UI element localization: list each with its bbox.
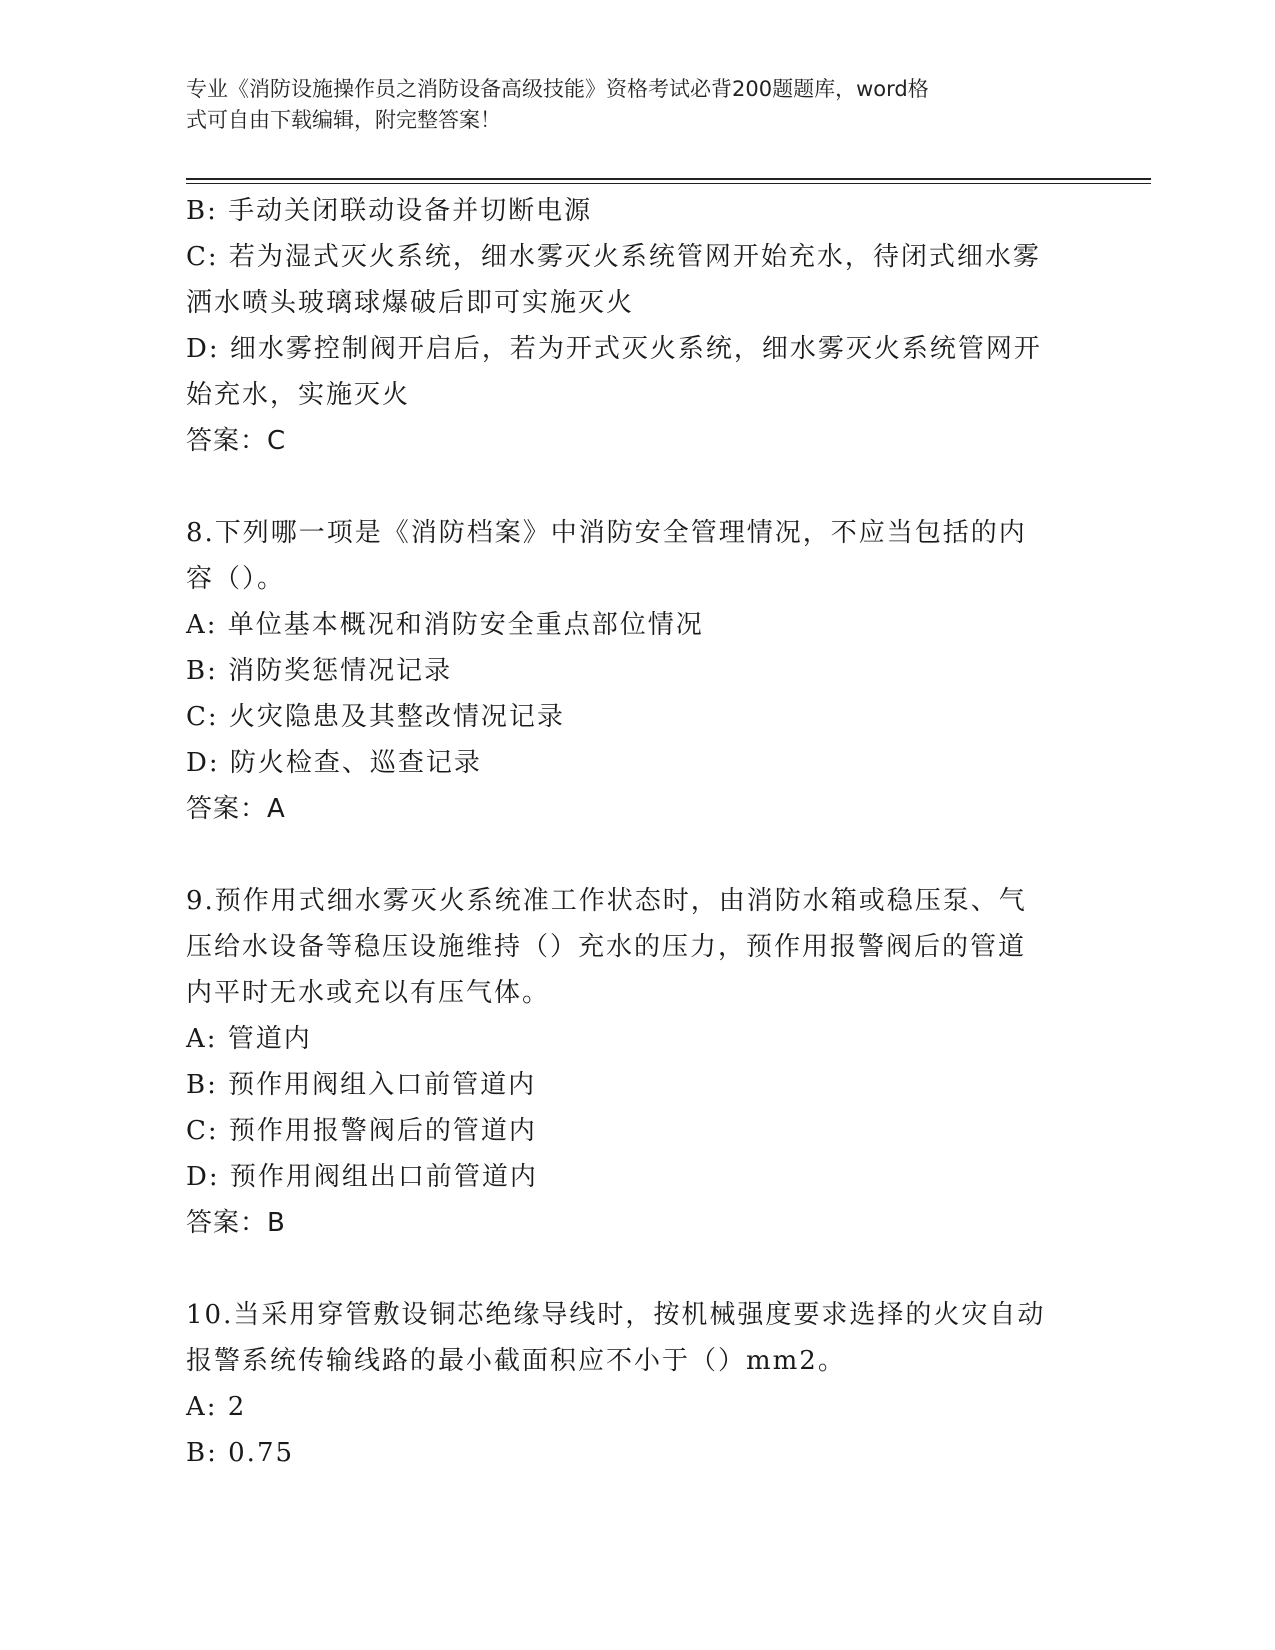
question-stem-line-1: 8.下列哪一项是《消防档案》中消防安全管理情况，不应当包括的内: [186, 518, 1027, 548]
option-b: B: 手动关闭联动设备并切断电源: [186, 196, 593, 226]
answer: 答案：A: [186, 794, 286, 824]
option-b: B: 消防奖惩情况记录: [186, 656, 453, 686]
option-c-line-2: 洒水喷头玻璃球爆破后即可实施灭火: [186, 288, 635, 318]
question-10: [186, 1292, 1066, 1476]
answer: 答案：C: [186, 426, 287, 456]
answer: 答案：B: [186, 1208, 286, 1238]
option-b: B: 预作用阀组入口前管道内: [186, 1070, 537, 1100]
option-c-line-1: C: 若为湿式灭火系统，细水雾灭火系统管网开始充水，待闭式细水雾: [186, 242, 1041, 272]
option-c: C: 预作用报警阀后的管道内: [186, 1116, 537, 1146]
option-c: C: 火灾隐患及其整改情况记录: [186, 702, 565, 732]
question-9: [186, 878, 1066, 1246]
option-d-line-2: 始充水，实施灭火: [186, 380, 411, 410]
question-8: [186, 510, 1066, 832]
question-stem-line-2: 报警系统传输线路的最小截面积应不小于（）mm2。: [186, 1346, 846, 1376]
question-list: [186, 188, 1066, 1476]
question-stem-line-1: 9.预作用式细水雾灭火系统准工作状态时，由消防水箱或稳压泵、气: [186, 886, 1027, 916]
document-header: [186, 74, 1066, 136]
option-a: A: 单位基本概况和消防安全重点部位情况: [186, 610, 704, 640]
question-stem-line-2: 容（）。: [186, 564, 286, 594]
option-d: D: 防火检查、巡查记录: [186, 748, 482, 778]
question-stem-line-2: 压给水设备等稳压设施维持（）充水的压力，预作用报警阀后的管道: [186, 932, 1027, 962]
question-7-continued: [186, 188, 1066, 464]
header-divider-thin: [186, 183, 1151, 184]
header-line-1: 专业《消防设施操作员之消防设备高级技能》资格考试必背200题题库，word格: [186, 77, 929, 101]
question-stem-line-3: 内平时无水或充以有压气体。: [186, 978, 551, 1008]
option-a: A: 管道内: [186, 1024, 312, 1054]
option-a: A: 2: [186, 1392, 247, 1422]
question-stem-line-1: 10.当采用穿管敷设铜芯绝缘导线时，按机械强度要求选择的火灾自动: [186, 1300, 1046, 1330]
option-d: D: 预作用阀组出口前管道内: [186, 1162, 538, 1192]
option-d-line-1: D: 细水雾控制阀开启后，若为开式灭火系统，细水雾灭火系统管网开: [186, 334, 1042, 364]
header-divider-thick: [186, 178, 1151, 180]
header-line-2: 式可自由下载编辑，附完整答案！: [186, 108, 501, 132]
option-b: B: 0.75: [186, 1438, 295, 1468]
